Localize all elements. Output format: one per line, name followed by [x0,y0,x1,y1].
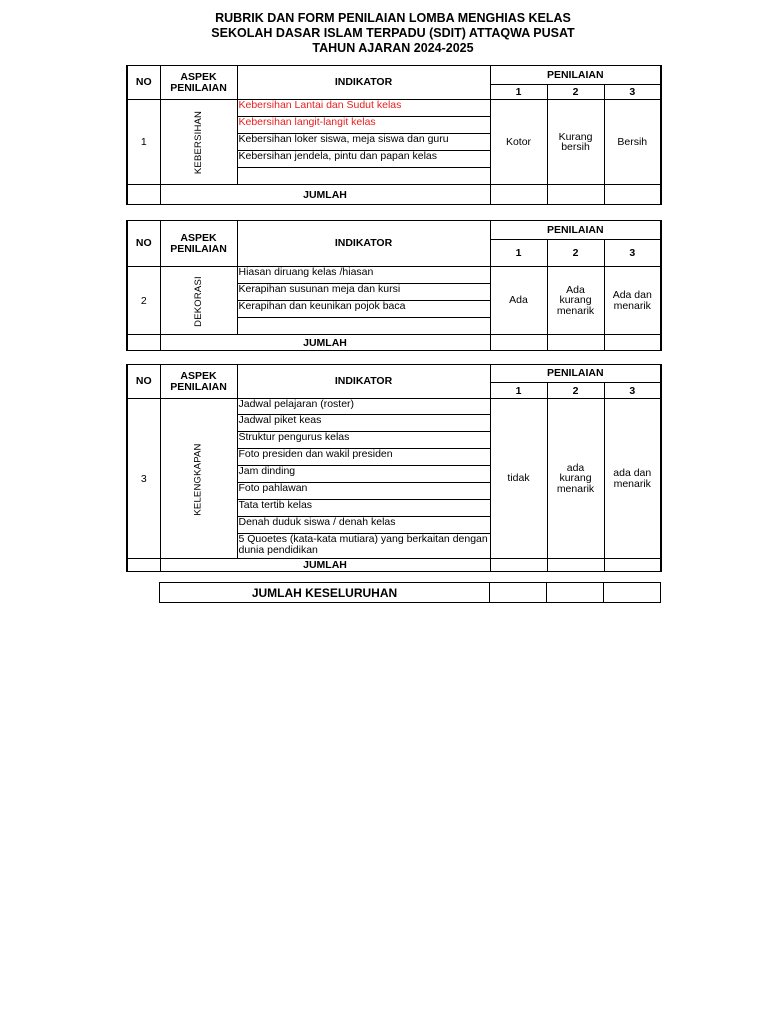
col-no-header: NO [127,221,160,267]
jumlah-score-3 [604,185,661,205]
jumlah-label: JUMLAH [160,335,490,351]
section-number: 2 [127,267,160,335]
jumlah-score-1 [490,335,547,351]
grand-total-label: JUMLAH KESELURUHAN [160,583,490,603]
score-desc-1: Ada [490,267,547,335]
col-penilaian-header: PENILAIAN [490,221,661,240]
indicator-item: Jadwal piket keas [237,415,490,432]
jumlah-label: JUMLAH [160,185,490,205]
jumlah-score-3 [604,335,661,351]
indicator-item: 5 Quoetes (kata-kata mutiara) yang berkaitan dengan dunia pendidikan [237,534,490,559]
indicator-item: Kebersihan Lantai dan Sudut kelas [237,100,490,117]
score-header-1: 1 [490,383,547,399]
jumlah-score-2 [547,559,604,572]
col-penilaian-header: PENILAIAN [490,365,661,383]
aspek-label: DEKORASI [192,275,204,327]
col-aspek-header: ASPEK PENILAIAN [160,365,237,399]
indicator-item: Kebersihan jendela, pintu dan papan kelas [237,151,490,168]
aspek-cell [160,100,237,185]
jumlah-score-1 [490,185,547,205]
aspek-label: KEBERSIHAN [193,110,204,175]
col-aspek-header: ASPEK PENILAIAN [160,66,237,100]
score-desc-3: Bersih [604,100,661,185]
aspek-cell [160,399,237,559]
indicator-item: Hiasan diruang kelas /hiasan [237,267,490,284]
jumlah-score-2 [547,185,604,205]
score-header-2: 2 [547,85,604,100]
score-desc-2: ada kurang menarik [547,399,604,559]
jumlah-spacer [127,185,160,205]
document-header [0,11,768,56]
score-desc-1: tidak [490,399,547,559]
col-no-header: NO [127,66,160,100]
aspek-cell [160,267,237,335]
score-header-2: 2 [547,240,604,267]
jumlah-score-3 [604,559,661,572]
header-school: SEKOLAH DASAR ISLAM TERPADU (SDIT) ATTAQWA PUSAT [211,26,575,40]
grand-total-table [159,582,661,603]
jumlah-spacer [127,559,160,572]
aspek-label: KELENGKAPAN [193,442,204,516]
col-indikator-header: INDIKATOR [237,221,490,267]
header-year: TAHUN AJARAN 2024-2025 [312,41,474,55]
score-header-3: 3 [604,240,661,267]
indicator-item: Struktur pengurus kelas [237,432,490,449]
grand-total-score-1 [490,583,547,603]
col-aspek-header: ASPEK PENILAIAN [160,221,237,267]
score-desc-2: Kurang bersih [547,100,604,185]
indicator-item: Jam dinding [237,466,490,483]
grand-total-score-2 [547,583,604,603]
indicator-item: Kebersihan langit-langit kelas [237,117,490,134]
score-desc-3: ada dan menarik [604,399,661,559]
indicator-item: Kebersihan loker siswa, meja siswa dan guru [237,134,490,151]
grand-total-score-3 [604,583,661,603]
rubric-table-kebersihan [126,65,662,205]
score-header-2: 2 [547,383,604,399]
score-header-3: 3 [604,85,661,100]
score-desc-1: Kotor [490,100,547,185]
score-desc-3: Ada dan menarik [604,267,661,335]
col-indikator-header: INDIKATOR [237,365,490,399]
rubric-table-dekorasi [126,220,662,351]
header-title: RUBRIK DAN FORM PENILAIAN LOMBA MENGHIAS KELAS [215,11,571,25]
rubric-table-kelengkapan [126,364,662,572]
jumlah-label: JUMLAH [160,559,490,572]
indicator-item: Tata tertib kelas [237,500,490,517]
col-indikator-header: INDIKATOR [237,66,490,100]
section-number: 3 [127,399,160,559]
section-number: 1 [127,100,160,185]
jumlah-score-2 [547,335,604,351]
jumlah-spacer [127,335,160,351]
score-header-3: 3 [604,383,661,399]
jumlah-score-1 [490,559,547,572]
indicator-item: Foto presiden dan wakil presiden [237,449,490,466]
indicator-item: Kerapihan susunan meja dan kursi [237,284,490,301]
col-penilaian-header: PENILAIAN [490,66,661,85]
indicator-item: Kerapihan dan keunikan pojok baca [237,301,490,318]
score-header-1: 1 [490,240,547,267]
score-desc-2: Ada kurang menarik [547,267,604,335]
score-header-1: 1 [490,85,547,100]
indicator-item: Jadwal pelajaran (roster) [237,399,490,415]
indicator-item [237,168,490,185]
indicator-item: Foto pahlawan [237,483,490,500]
indicator-item [237,318,490,335]
col-no-header: NO [127,365,160,399]
indicator-item: Denah duduk siswa / denah kelas [237,517,490,534]
